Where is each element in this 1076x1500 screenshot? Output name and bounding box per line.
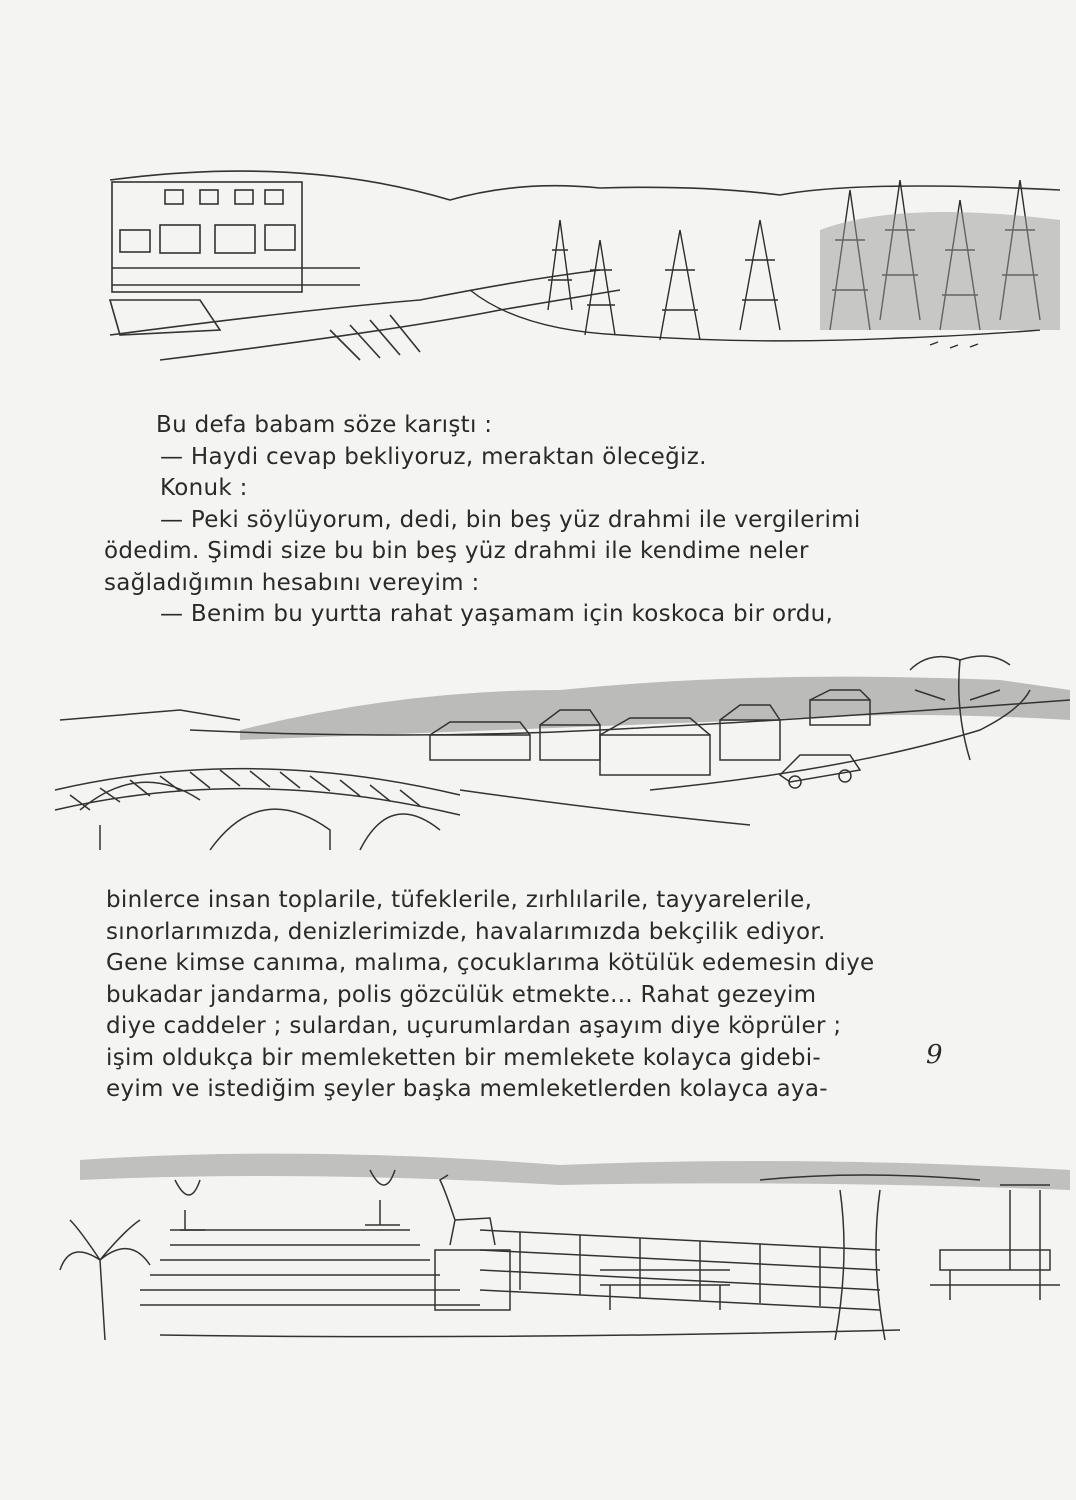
text-line: sağladığımın hesabını vereyim : <box>104 569 480 596</box>
text-line: eyim ve istediğim şeyler başka memleketlerden kolayca aya- <box>106 1076 828 1102</box>
illustration-bridge-village <box>0 650 1076 860</box>
text-line: — Haydi cevap bekliyoruz, meraktan öleceğiz. <box>160 443 707 470</box>
page-number: 9 <box>926 1040 943 1070</box>
text-line: Konuk : <box>160 475 248 501</box>
text-line: Gene kimse canıma, malıma, çocuklarıma kötülük edemesin diye <box>106 950 875 976</box>
illustration-building-forest <box>0 160 1076 370</box>
text-line: Bu defa babam söze karıştı : <box>156 412 493 438</box>
paragraph-2 <box>106 885 976 1106</box>
text-line: binlerce insan toplarile, tüfeklerile, zırhlılarile, tayyarelerile, <box>106 887 813 913</box>
text-line: bukadar jandarma, polis gözcülük etmekte... Rahat gezeyim <box>106 981 817 1008</box>
text-line: — Benim bu yurtta rahat yaşamam için koskoca bir ordu, <box>160 601 834 627</box>
text-line: ödedim. Şimdi size bu bin beş yüz drahmi ile kendime neler <box>104 538 809 564</box>
illustration-park <box>0 1140 1076 1360</box>
text-line: — Peki söylüyorum, dedi, bin beş yüz drahmi ile vergilerimi <box>160 506 861 533</box>
text-line: işim oldukça bir memleketten bir memlekete kolayca gidebi- <box>106 1044 822 1071</box>
text-line: diye caddeler ; sulardan, uçurumlardan aşayım diye köprüler ; <box>106 1013 842 1039</box>
text-line: sınorlarımızda, denizlerimizde, havalarımızda bekçilik ediyor. <box>106 918 826 945</box>
paragraph-1 <box>104 410 964 631</box>
